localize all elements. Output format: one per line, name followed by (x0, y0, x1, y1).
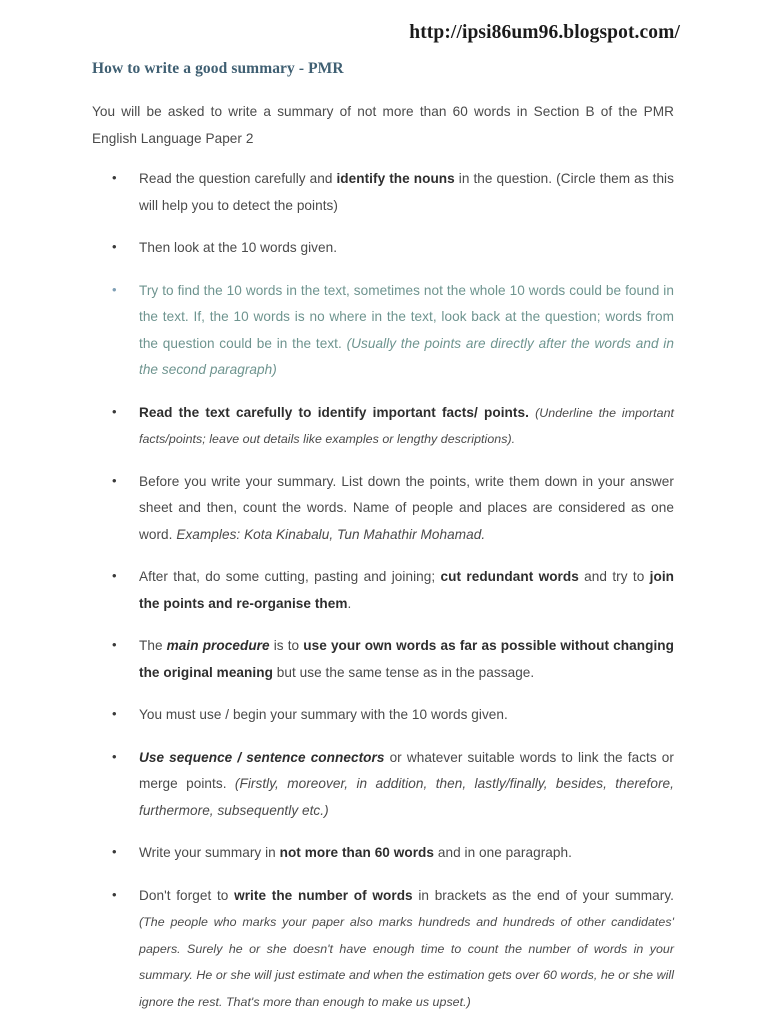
text-run: You must use / begin your summary with the 10 words given. (139, 707, 508, 722)
text-run: main procedure (166, 638, 270, 653)
text-run: not more than 60 words (279, 845, 435, 860)
text-run: (Firstly, moreover, in addition, then, lastly/finally, besides, therefore, furthermore, subsequently etc.) (139, 776, 674, 818)
intro-paragraph: You will be asked to write a summary of not more than 60 words in Section B of the PMR English Language Paper 2 (92, 104, 674, 146)
list-item-read-text-carefully (92, 400, 674, 453)
document-body (92, 98, 674, 1031)
text-run: and try to (578, 569, 650, 584)
text-run: in brackets as the end of your summary. (412, 887, 674, 903)
text-run: Examples: Kota Kinabalu, Tun Mahathir Mohamad. (176, 526, 486, 542)
text-run: but use the same tense as in the passage. (272, 664, 535, 680)
text-run: join the points and re-organise them (139, 569, 675, 611)
list-item-number-of-words (92, 883, 674, 1016)
text-run: The (139, 638, 167, 653)
text-run: identify the nouns (336, 171, 455, 186)
site-url-header: http://ipsi86um96.blogspot.com/ (409, 22, 680, 43)
list-item-read-question (92, 166, 674, 219)
text-run: Before you write your summary. List down the points, write them down in your answer sheet and then, count the words. Name of people and places are considered as one word. (139, 473, 674, 542)
text-run: Try to find the 10 words in the text, sometimes not the whole 10 words could be found in the text. If, the 10 words is no where in the text, look back at the question; words from the question could be in the text. (139, 282, 674, 351)
text-run: Read the question carefully and (139, 171, 337, 186)
text-run: in the question. (Circle them as this will help you to detect the points) (139, 171, 674, 213)
list-item-list-points (92, 469, 674, 549)
list-item-ten-words (92, 235, 674, 262)
text-run: and in one paragraph. (434, 845, 572, 860)
text-run: Use sequence / sentence connectors (139, 749, 385, 765)
text-run: cut redundant words (440, 569, 579, 584)
list-item-cut-paste-join (92, 564, 674, 617)
list-item-sixty-words (92, 840, 674, 867)
text-run: write the number of words (234, 887, 413, 903)
text-run: (The people who marks your paper also marks hundreds and hundreds of other candidates' papers. Surely he or she doesn't have enough time to count the number of words in your summary. He or she will just estimate and when the estimation gets over 60 words, he or she will ignore the rest. That's more than enough to make us upset.) (139, 915, 674, 1009)
text-run: or whatever suitable words to link the facts or merge points. (139, 749, 674, 791)
text-run: After that, do some cutting, pasting and joining; (139, 569, 441, 584)
list-item-find-ten-words (92, 278, 674, 384)
text-run: Don't forget to (139, 887, 235, 903)
text-run: . (347, 595, 352, 611)
text-run: Read the text carefully to identify important facts/ points. (139, 404, 529, 420)
text-run: Then look at the 10 words given. (139, 240, 338, 255)
list-item-begin-with-ten-words (92, 702, 674, 729)
text-run: (Underline the important facts/points; leave out details like examples or lengthy descriptions). (139, 405, 675, 446)
page-title: How to write a good summary - PMR (92, 60, 344, 77)
text-run: use your own words as far as possible without changing the original meaning (139, 638, 674, 680)
list-item-main-procedure (92, 633, 674, 686)
text-run: is to (269, 638, 304, 653)
text-run: Write your summary in (139, 845, 280, 860)
text-run: (Usually the points are directly after the words and in the second paragraph) (139, 335, 674, 377)
list-item-sequence-connectors (92, 745, 674, 825)
instruction-list (92, 166, 674, 1015)
